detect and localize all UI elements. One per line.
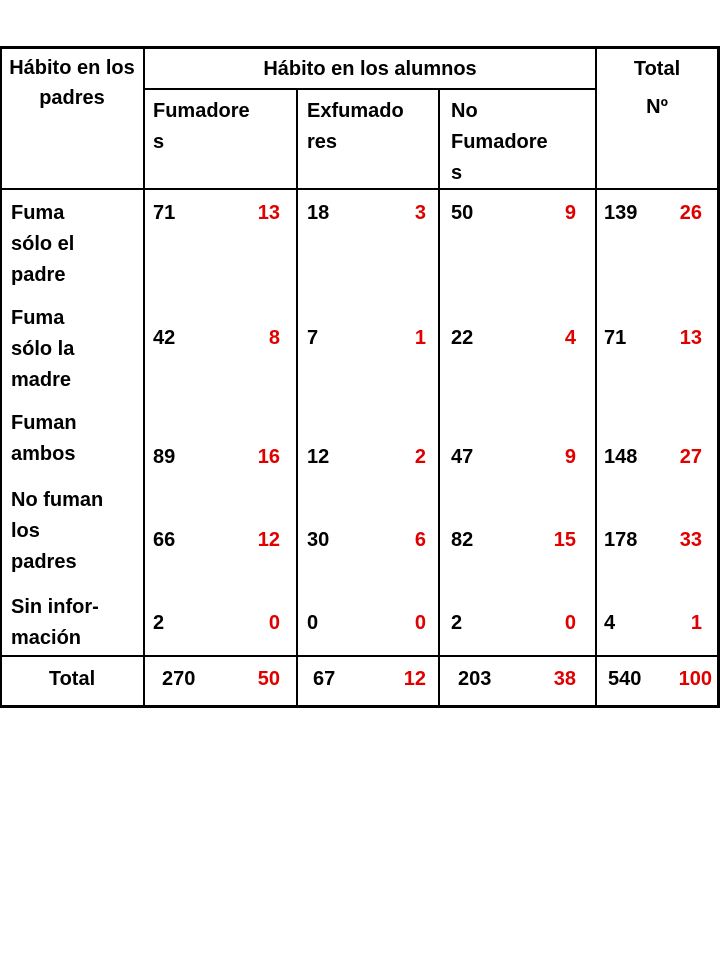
cell-percent: 0 xyxy=(564,612,576,634)
totals-count: 203 xyxy=(458,668,492,690)
subheader-rule xyxy=(144,88,596,90)
header-rule xyxy=(0,188,720,190)
cell-count: 71 xyxy=(604,327,627,349)
cell-count: 178 xyxy=(604,529,638,551)
cell-count: 148 xyxy=(604,446,638,468)
row-label-line: sólo la xyxy=(11,338,75,360)
col-header-exsmokers-1: Exfumado xyxy=(307,100,404,122)
cell-count: 18 xyxy=(307,202,330,224)
row-label-line: padre xyxy=(11,264,66,286)
row-label-line: ambos xyxy=(11,443,76,465)
row-label-line: Fuma xyxy=(11,307,65,329)
col-divider-2 xyxy=(296,88,298,708)
cell-count: 66 xyxy=(153,529,176,551)
table-border-bottom xyxy=(0,705,720,708)
cell-count: 4 xyxy=(604,612,616,634)
row-label-line: Fuma xyxy=(11,202,65,224)
row-label-line: sólo el xyxy=(11,233,75,255)
table-border-top xyxy=(0,46,720,49)
cell-count: 139 xyxy=(604,202,638,224)
totals-rule xyxy=(0,655,720,657)
cell-count: 42 xyxy=(153,327,176,349)
row-label-line: mación xyxy=(11,627,82,649)
header-students-habit: Hábito en los alumnos xyxy=(263,58,477,80)
cell-count: 71 xyxy=(153,202,176,224)
cell-percent: 8 xyxy=(268,327,280,349)
cell-percent: 16 xyxy=(257,446,280,468)
row-label-line: los xyxy=(11,520,40,542)
totals-percent: 50 xyxy=(257,668,280,690)
cell-count: 2 xyxy=(451,612,463,634)
totals-percent: 12 xyxy=(403,668,426,690)
col-header-nonsmokers-3: s xyxy=(451,162,463,184)
smoking-habits-table xyxy=(0,46,720,708)
row-label-line: madre xyxy=(11,369,72,391)
cell-count: 89 xyxy=(153,446,176,468)
cell-count: 47 xyxy=(451,446,474,468)
cell-percent: 26 xyxy=(679,202,702,224)
cell-count: 50 xyxy=(451,202,474,224)
header-total-unit: Nº xyxy=(646,96,668,118)
row-label-line: Sin infor- xyxy=(11,596,99,618)
cell-percent: 1 xyxy=(414,327,426,349)
header-total: Total xyxy=(633,58,681,80)
cell-percent: 6 xyxy=(414,529,426,551)
cell-count: 2 xyxy=(153,612,165,634)
cell-count: 22 xyxy=(451,327,474,349)
cell-percent: 4 xyxy=(564,327,576,349)
totals-percent: 38 xyxy=(553,668,576,690)
cell-count: 82 xyxy=(451,529,474,551)
row-label-line: padres xyxy=(11,551,77,573)
col-header-exsmokers-2: res xyxy=(307,131,338,153)
col-divider-1 xyxy=(143,46,145,708)
cell-percent: 12 xyxy=(257,529,280,551)
cell-count: 7 xyxy=(307,327,319,349)
totals-count: 540 xyxy=(608,668,642,690)
totals-percent: 100 xyxy=(678,668,712,690)
cell-count: 30 xyxy=(307,529,330,551)
header-parents-habit: Hábito en los padres xyxy=(9,57,135,109)
row-label-line: No fuman xyxy=(11,489,104,511)
cell-percent: 13 xyxy=(679,327,702,349)
col-divider-3 xyxy=(438,88,440,708)
cell-percent: 9 xyxy=(564,446,576,468)
totals-count: 67 xyxy=(313,668,336,690)
totals-label: Total xyxy=(48,668,96,690)
cell-percent: 1 xyxy=(690,612,702,634)
cell-percent: 2 xyxy=(414,446,426,468)
cell-percent: 33 xyxy=(679,529,702,551)
col-header-smokers-2: s xyxy=(153,131,165,153)
cell-percent: 15 xyxy=(553,529,576,551)
cell-percent: 9 xyxy=(564,202,576,224)
col-divider-4 xyxy=(595,46,597,708)
table-border-left xyxy=(0,46,2,708)
totals-count: 270 xyxy=(162,668,196,690)
cell-count: 0 xyxy=(307,612,319,634)
cell-count: 12 xyxy=(307,446,330,468)
row-label-line: Fuman xyxy=(11,412,77,434)
cell-percent: 3 xyxy=(414,202,426,224)
cell-percent: 27 xyxy=(679,446,702,468)
cell-percent: 13 xyxy=(257,202,280,224)
cell-percent: 0 xyxy=(414,612,426,634)
col-header-nonsmokers-2: Fumadore xyxy=(451,131,548,153)
col-header-nonsmokers-1: No xyxy=(451,100,478,122)
cell-percent: 0 xyxy=(268,612,280,634)
col-header-smokers-1: Fumadore xyxy=(153,100,250,122)
